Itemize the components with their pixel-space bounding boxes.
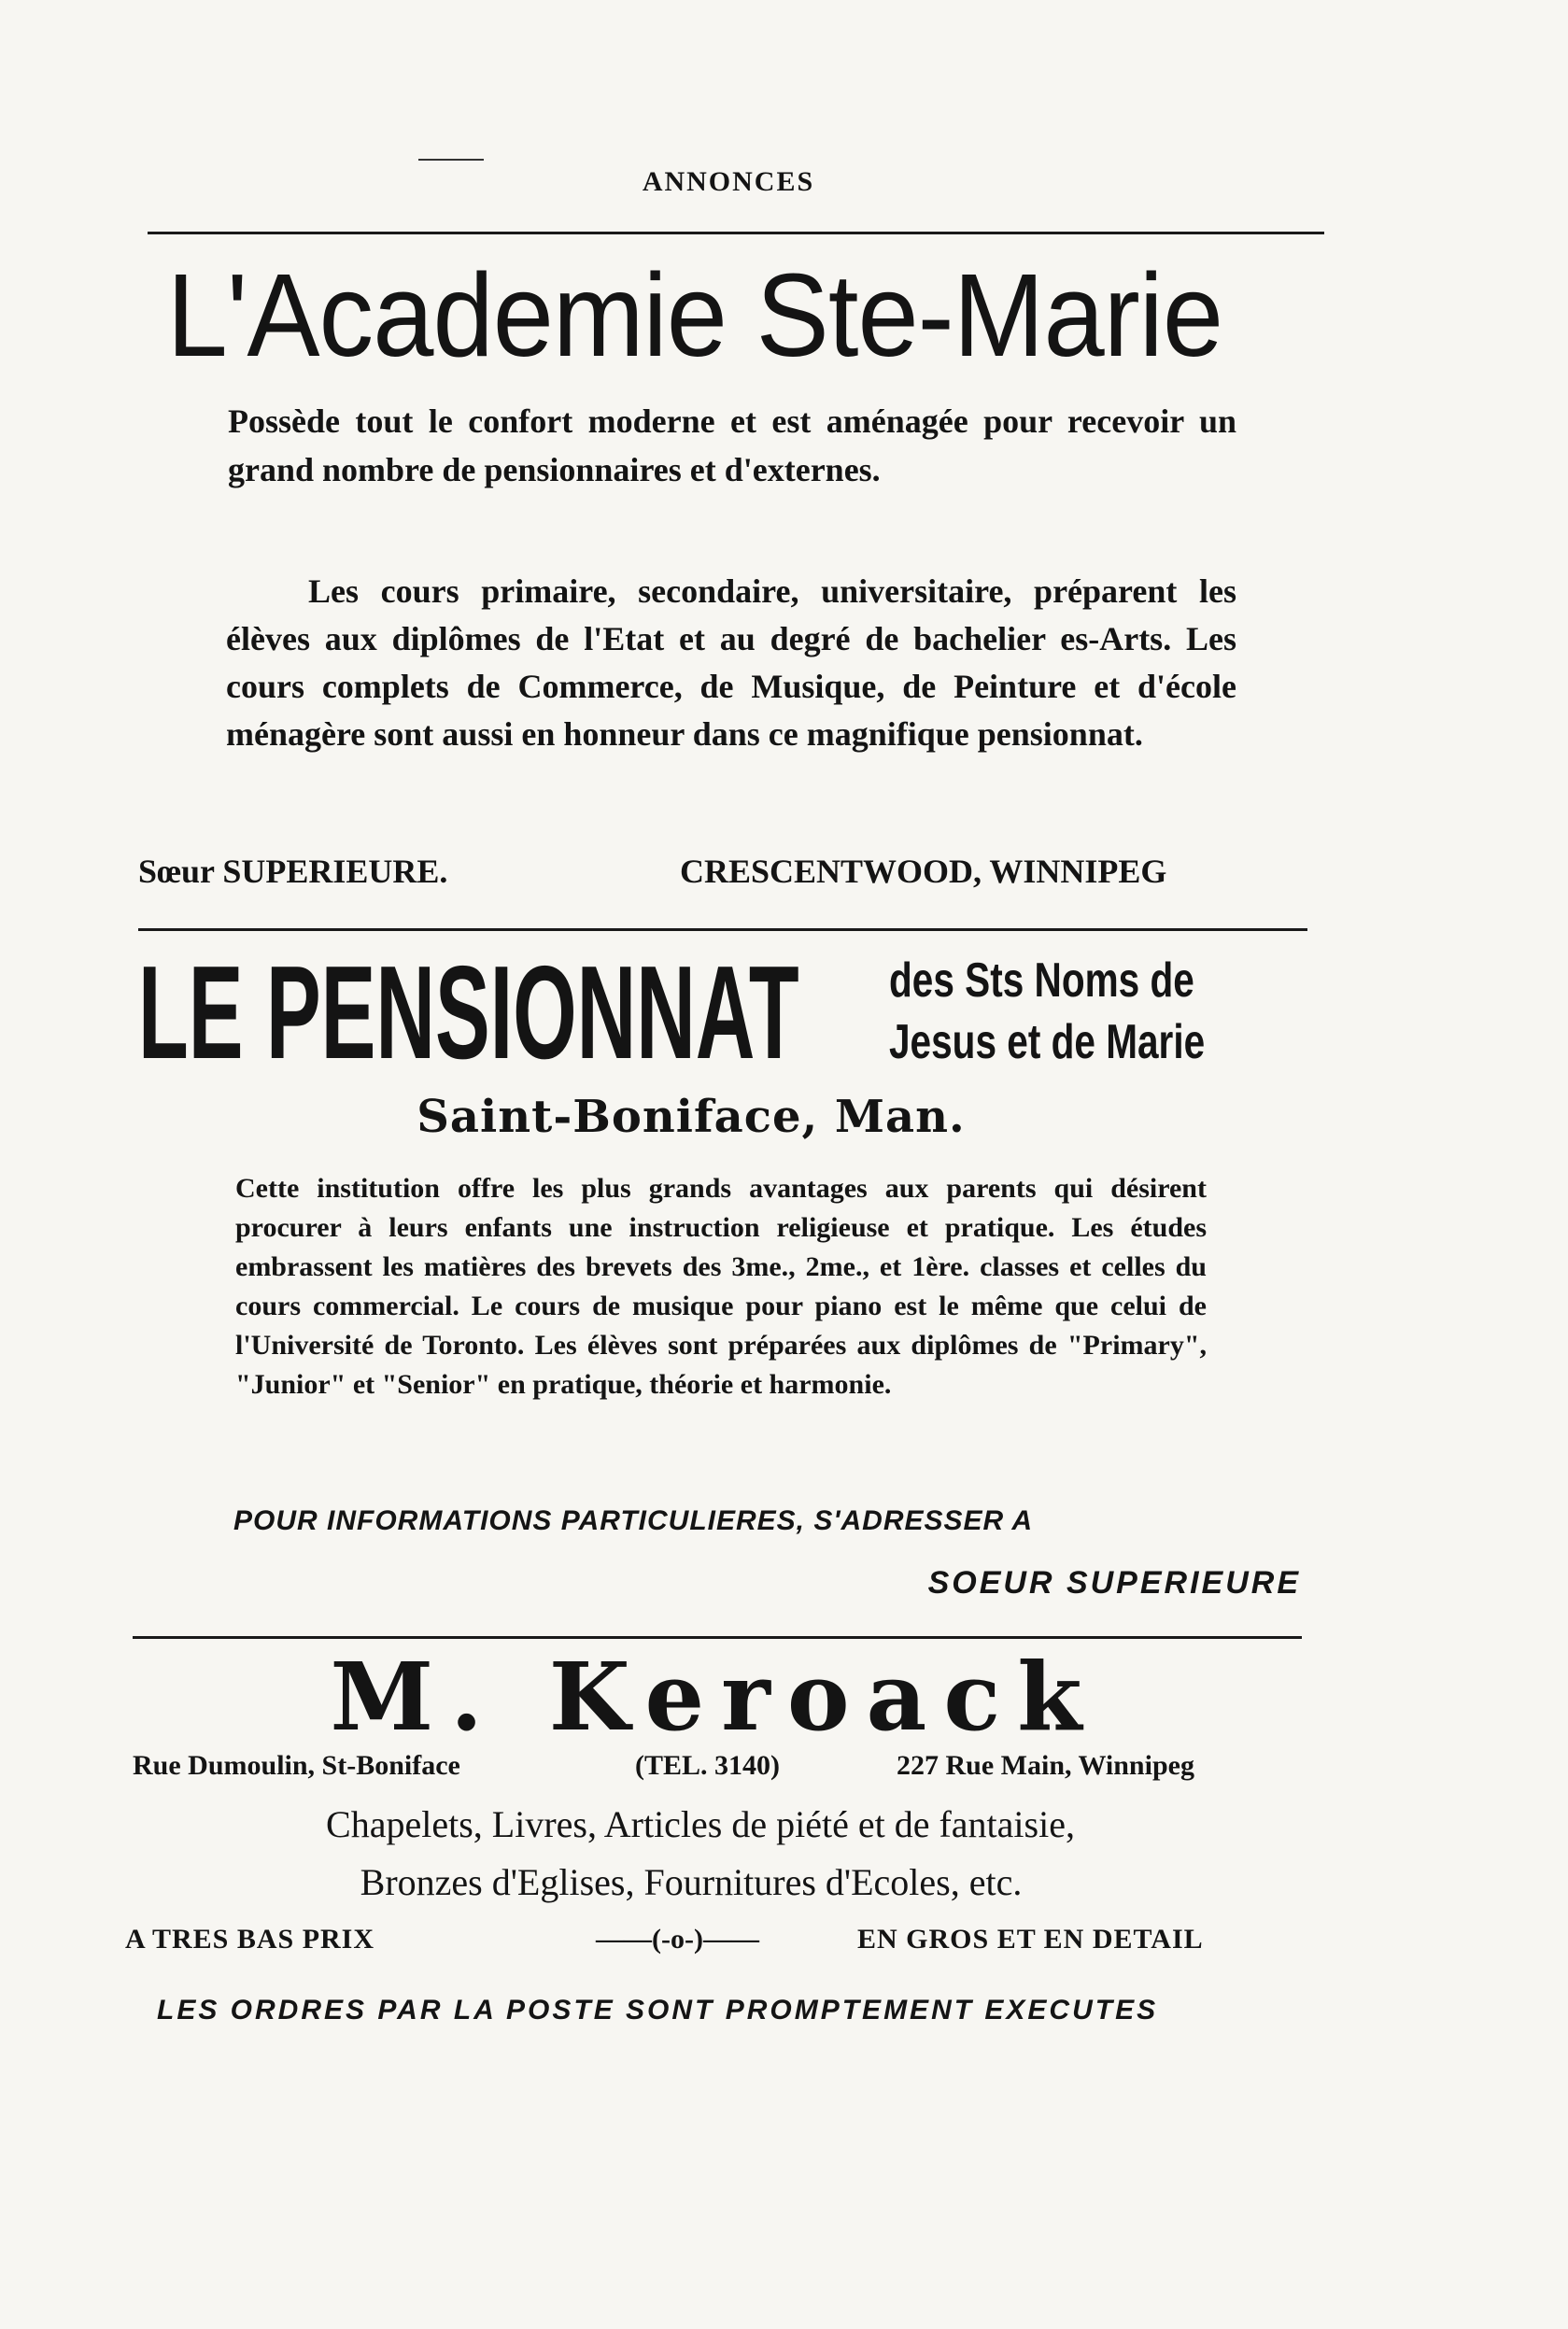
academie-paragraph-1: Possède tout le confort moderne et est aménagée pour recevoir un grand nombre de pensionnaires et d'externes. [228, 402, 1236, 488]
pensionnat-title: LE PENSIONNAT [138, 939, 799, 1087]
academie-location: CRESCENTWOOD, WINNIPEG [680, 853, 1167, 890]
pensionnat-subtitle-1: des Sts Noms de [889, 953, 1194, 1008]
keroack-separator: ——(-o-)—— [596, 1924, 759, 1955]
divider-top [148, 232, 1324, 234]
pensionnat-body: Cette institution offre les plus grands avantages aux parents qui désirent procurer à leurs enfants une instruction religieuse et pratique. Les études embrassent les matières des brevets des 3me., 2me., et 1ère. classes et celles du cours commercial. Le cours de musique pour piano est le même que celui de l'Université de Toronto. Les élèves sont préparées aux diplômes de "Primary", "Junior" et "Senior" en pratique, théorie et harmonie. [235, 1173, 1207, 1400]
keroack-telephone: (TEL. 3140) [635, 1750, 781, 1781]
divider-middle [138, 928, 1307, 931]
keroack-title: M. Keroack [330, 1642, 1099, 1752]
keroack-price-right: EN GROS ET EN DETAIL [857, 1924, 1204, 1955]
pensionnat-contact: SOEUR SUPERIEURE [927, 1565, 1301, 1601]
academie-title: L'Academie Ste-Marie [166, 249, 1223, 381]
keroack-orders-line: LES ORDRES PAR LA POSTE SONT PROMPTEMENT EXECUTES [157, 1995, 1159, 2026]
top-dash [418, 159, 484, 161]
pensionnat-info-line: POUR INFORMATIONS PARTICULIERES, S'ADRESSER A [233, 1505, 1034, 1536]
keroack-products-line-2: Bronzes d'Eglises, Fournitures d'Ecoles, etc. [360, 1861, 1023, 1903]
keroack-products-line-1: Chapelets, Livres, Articles de piété et de fantaisie, [326, 1803, 1075, 1845]
keroack-address-right: 227 Rue Main, Winnipeg [897, 1750, 1194, 1781]
academie-paragraph-2: Les cours primaire, secondaire, universitaire, préparent les élèves aux diplômes de l'Etat et au degré de bachelier es-Arts. Les cours complets de Commerce, de Musique, de Peinture et d'école ménagère sont aussi en honneur dans ce magnifique pensionnat. [226, 572, 1236, 753]
divider-bottom [133, 1636, 1302, 1639]
pensionnat-subtitle-2: Jesus et de Marie [889, 1015, 1206, 1069]
pensionnat-city: Saint-Boniface, Man. [417, 1091, 966, 1143]
keroack-price-left: A TRES BAS PRIX [125, 1924, 375, 1955]
academie-signature: Sœur SUPERIEURE. [138, 853, 448, 890]
keroack-address-left: Rue Dumoulin, St-Boniface [133, 1750, 460, 1781]
page-header: ANNONCES [642, 166, 815, 197]
